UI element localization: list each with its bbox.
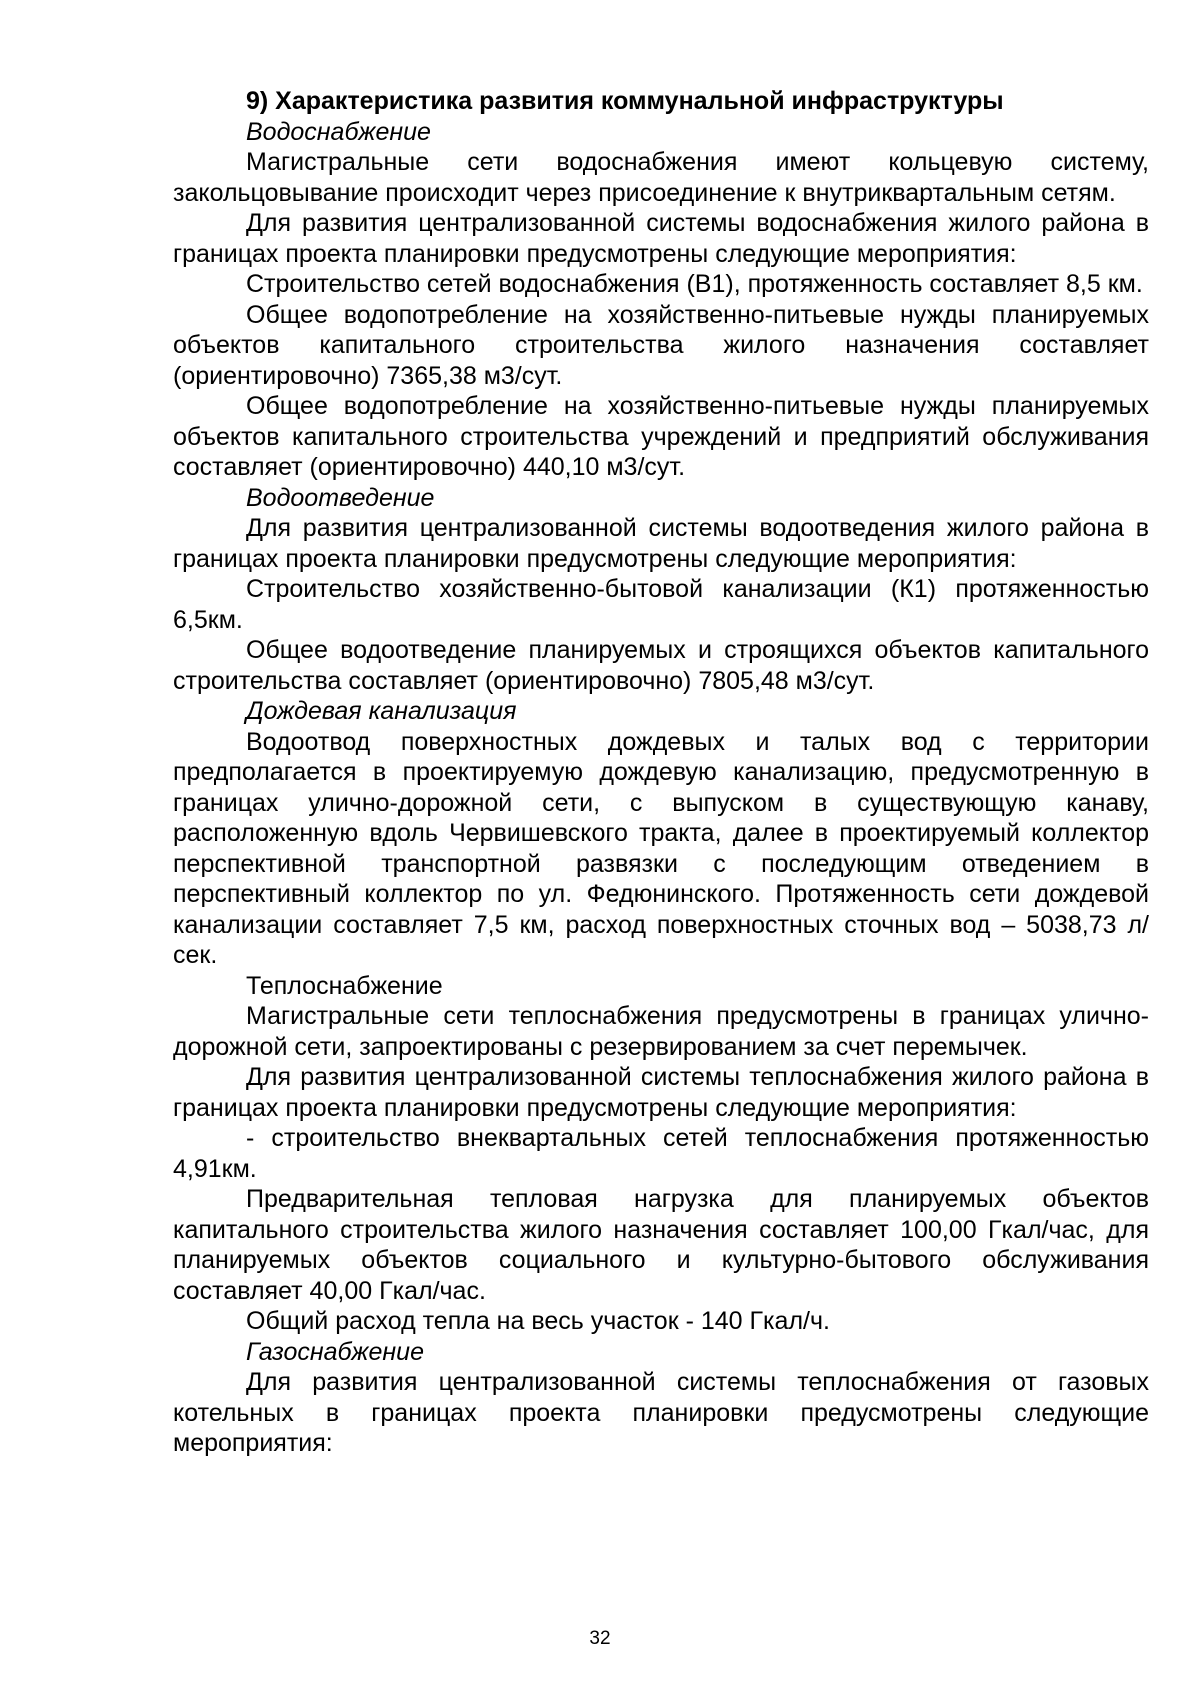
- gas-supply-paragraph-1: Для развития централизованной системы теплоснабжения от газовых котельных в границах проекта планировки предусмотрены следующие мероприятия:: [173, 1368, 1149, 1457]
- storm-sewer-heading: Дождевая канализация: [246, 697, 517, 725]
- heat-supply-paragraph-3: - строительство внеквартальных сетей теплоснабжения протяженностью 4,91км.: [173, 1124, 1149, 1183]
- storm-sewer-paragraph-1: Водоотвод поверхностных дождевых и талых вод с территории предполагается в проектируемую дождевую канализацию, предусмотренную в границах улично-дорожной сети, с выпуском в существующую канаву, расположенную вдоль Червишевского тракта, далее в проектируемый коллектор перспективной транспортной развязки с последующим отведением в перспективный коллектор по ул. Федюнинского. Протяженность сети дождевой канализации составляет 7,5 км, расход поверхностных сточных вод – 5038,73 л/сек.: [173, 727, 1149, 969]
- gas-supply-heading: Газоснабжение: [246, 1337, 424, 1366]
- heat-supply-paragraph-1: Магистральные сети теплоснабжения предусмотрены в границах улично-дорожной сети, запроектированы с резервированием за счет перемычек.: [173, 1002, 1149, 1061]
- water-supply-paragraph-1: Магистральные сети водоснабжения имеют кольцевую систему, закольцовывание происходит через присоединение к внутриквартальным сетям.: [173, 148, 1149, 207]
- water-supply-paragraph-5: Общее водопотребление на хозяйственно-питьевые нужды планируемых объектов капитального строительства учреждений и предприятий обслуживания составляет (ориентировочно) 440,10 м3/сут.: [173, 392, 1149, 481]
- heat-supply-heading: Теплоснабжение: [246, 971, 443, 1000]
- water-supply-heading: Водоснабжение: [246, 117, 431, 146]
- water-supply-paragraph-3: Строительство сетей водоснабжения (В1), протяженность составляет 8,5 км.: [246, 270, 1143, 298]
- document-page: [173, 86, 1149, 1459]
- sewerage-paragraph-1: Для развития централизованной системы водоотведения жилого района в границах проекта планировки предусмотрены следующие мероприятия:: [173, 514, 1149, 573]
- heat-supply-paragraph-5: Общий расход тепла на весь участок - 140 Гкал/ч.: [246, 1307, 830, 1335]
- water-supply-paragraph-4: Общее водопотребление на хозяйственно-питьевые нужды планируемых объектов капитального строительства жилого назначения составляет (ориентировочно) 7365,38 м3/сут.: [173, 300, 1149, 390]
- section-title: 9) Характеристика развития коммунальной инфраструктуры: [246, 87, 1004, 115]
- sewerage-paragraph-2: Строительство хозяйственно-бытовой канализации (К1) протяженностью 6,5км.: [173, 575, 1149, 634]
- heat-supply-paragraph-2: Для развития централизованной системы теплоснабжения жилого района в границах проекта планировки предусмотрены следующие мероприятия:: [173, 1063, 1149, 1122]
- sewerage-paragraph-3: Общее водоотведение планируемых и строящихся объектов капитального строительства составляет (ориентировочно) 7805,48 м3/сут.: [173, 636, 1149, 695]
- water-supply-paragraph-2: Для развития централизованной системы водоснабжения жилого района в границах проекта планировки предусмотрены следующие мероприятия:: [173, 209, 1149, 268]
- heat-supply-paragraph-4: Предварительная тепловая нагрузка для планируемых объектов капитального строительства жилого назначения составляет 100,00 Гкал/час, для планируемых объектов социального и культурно-бытового обслуживания составляет 40,00 Гкал/час.: [173, 1185, 1149, 1305]
- page-number: 32: [589, 1628, 611, 1649]
- sewerage-heading: Водоотведение: [246, 483, 435, 512]
